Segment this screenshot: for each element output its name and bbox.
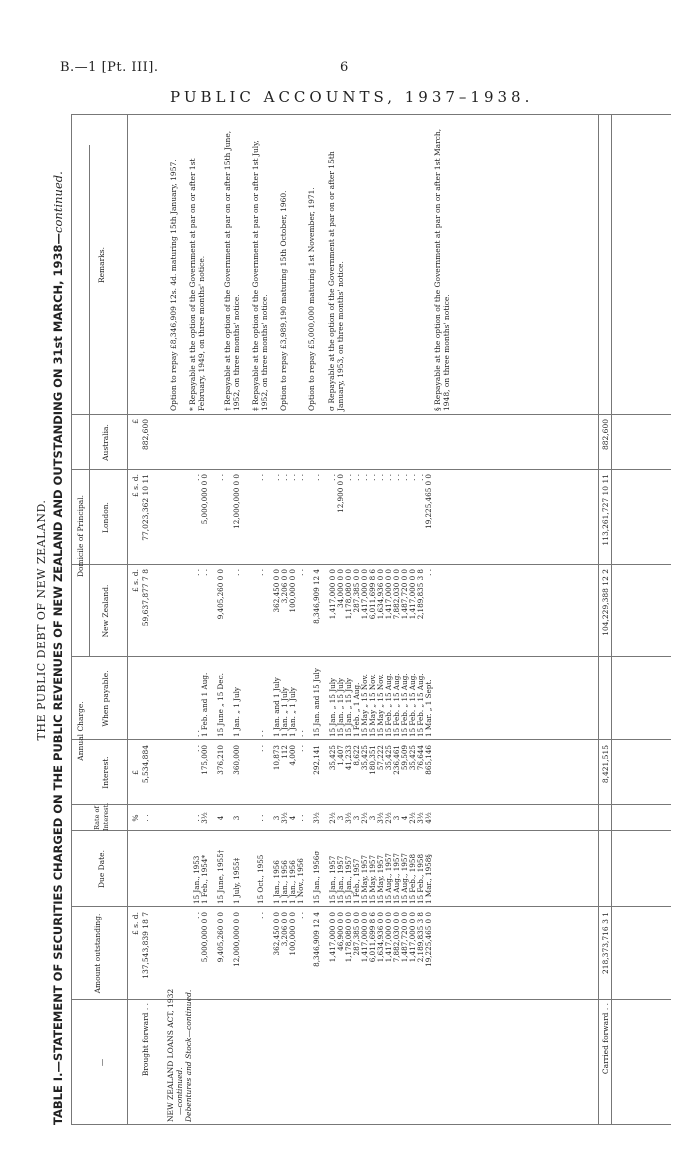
group1-interest-col (193, 745, 321, 803)
table-cell: 7,882,030 0 0 (392, 569, 401, 620)
header-annual: Annual Charge. (76, 701, 85, 761)
table-cell (241, 474, 249, 563)
carried-nz: 104,229,388 12 2 (601, 569, 610, 636)
table-cell: 19,225,465 0 0 (424, 912, 433, 967)
page-number: 6 (340, 60, 349, 75)
table-cell: . . (416, 474, 425, 481)
group2-due-col (329, 832, 433, 904)
table-cell: . . (192, 814, 201, 822)
table-cell: 15 May, 1957 (360, 854, 369, 904)
table-cell: 9,405,260 0 0 (216, 569, 225, 620)
carried-interest: 8,421,515 (601, 745, 610, 784)
table-cell: 287,385 0 0 (352, 912, 361, 956)
table-cell: 19,225,465 0 0 (424, 474, 433, 529)
unit-nz: £ s. d. (131, 569, 140, 592)
table-cell: 15 May „ 15 Nov. (368, 674, 377, 737)
table-cell: 15 Feb. „ 15 Aug. (392, 673, 401, 737)
table-cell: 1,487,720 0 0 (400, 569, 409, 620)
brought-london: 77,023,362 10 11 (141, 474, 150, 541)
rotated-table-block (35, 115, 675, 1125)
table-main-title: THE PUBLIC DEBT OF NEW ZEALAND. (35, 499, 48, 741)
table-cell: 9,405,260 0 0 (216, 912, 225, 963)
table-cell: . . (328, 474, 337, 481)
table-cell: 15 Jan., 1953 (192, 855, 201, 904)
table-cell: 1,178,080 0 0 (344, 912, 353, 963)
table-cell: 8,622 (352, 745, 361, 766)
table-cell: 15 Oct., 1955 (256, 854, 265, 904)
table-cell: 15 Feb. „ 15 Aug. (400, 673, 409, 737)
table-cell: . . (408, 474, 417, 481)
table-cell: 865,146 (424, 745, 433, 775)
table-cell: 3½ (312, 812, 321, 824)
table-cell: 1,634,936 0 0 (376, 912, 385, 963)
carried-forward-label: Carried forward . . (601, 1003, 610, 1075)
table-cell: 12,000,000 0 0 (232, 912, 241, 967)
brought-australia: 882,600 (141, 419, 150, 451)
table-cell: 3½ (280, 812, 289, 824)
table-cell: 35,425 (360, 745, 369, 771)
table-cell: 35,425 (328, 745, 337, 771)
table-cell: 15 Jan. and 15 July (312, 668, 321, 737)
header-rate: Rate of Interest. (93, 802, 110, 831)
remark-3: † Repayable at the option of the Government at par on or after 15th June, 1952, on three months' notice. (223, 130, 241, 411)
table-cell: 59,509 (400, 745, 409, 771)
table-cell: . . (392, 474, 401, 481)
unit-amount: £ s. d. (131, 912, 140, 935)
table-cell: . . (312, 474, 321, 481)
table-cell (241, 805, 249, 831)
table-cell: 15 Jan. „ 15 July (344, 677, 353, 737)
table-cell: . . (280, 474, 289, 481)
table-cell: . . (192, 569, 201, 576)
table-cell: . . (424, 569, 433, 576)
table-cell: 3,206 0 0 (280, 569, 289, 604)
table-cell: 15 Feb. „ 15 Aug. (408, 673, 417, 737)
table-subtitle: TABLE I.—STATEMENT OF SECURITIES CHARGED ON THE PUBLIC REVENUES OF NEW ZEALAND AND OUTSTANDING ON 31st MARCH, 1938—continued. (51, 171, 65, 1125)
table-cell: 1,407 (336, 745, 345, 766)
table-cell: 1,487,720 0 0 (400, 912, 409, 963)
group1-rate-col (193, 805, 321, 831)
table-cell: 15 Aug., 1957 (392, 853, 401, 904)
table-cell: 15 Jan. „ 15 July (328, 677, 337, 737)
table-cell: 1,417,000 0 0 (384, 912, 393, 963)
header-nz: New Zealand. (101, 584, 110, 638)
table-cell: 5,000,000 0 0 (200, 474, 209, 525)
table-cell: 15 Jan., 1957 (336, 855, 345, 904)
table-cell: 362,450 0 0 (272, 912, 281, 956)
table-cell: 100,000 0 0 (288, 912, 297, 956)
table-cell: 1 Jan. „ 1 July (232, 687, 241, 737)
group1-amounts-col (193, 912, 321, 998)
header-london: London. (101, 502, 110, 533)
table-cell: 15 May, 1957 (376, 854, 385, 904)
report-code: B.—1 [Pt. III]. (60, 60, 159, 75)
remark-6: Option to repay £5,000,000 maturing 1st November, 1971. (307, 187, 316, 411)
table-cell: 1 Jan., 1956 (288, 860, 297, 904)
table-cell: 376,210 (216, 745, 225, 775)
table-cell: 34,000 0 0 (336, 569, 345, 608)
table-cell: 1 Nov., 1956 (296, 858, 305, 904)
header-remarks: Remarks. (97, 246, 106, 284)
group2-nz-col (329, 569, 433, 655)
table-cell: . . (296, 730, 305, 737)
table-cell: 12,000,000 0 0 (232, 474, 241, 529)
table-cell: 2½ (360, 812, 369, 824)
remark-7: σ Repayable at the option of the Government at par on or after 15th January, 1953, on three months' notice. (327, 151, 345, 411)
header-domicile: Domicile of Principal. (76, 494, 85, 578)
table-cell: 1 Jan. „ 1 July (280, 687, 289, 737)
table-cell: 1 July, 1955‡ (232, 857, 241, 904)
table-cell: . . (400, 474, 409, 481)
rule-domicile (89, 145, 90, 377)
table-cell (241, 832, 249, 904)
table-cell: 15 June, 1955† (216, 849, 225, 904)
rule-v9 (71, 414, 671, 415)
table-cell: . . (200, 569, 209, 576)
table-cell: 46,900 0 0 (336, 912, 345, 951)
table-cell: 1 Feb., 1954* (200, 854, 209, 904)
unit-interest: £ (131, 770, 140, 775)
brought-rate: . . (141, 814, 150, 822)
rule-v1 (71, 999, 671, 1000)
table-cell: . . (256, 814, 265, 822)
table-cell: 175,000 (200, 745, 209, 775)
table-cell: 100,000 0 0 (288, 569, 297, 613)
remark-4: ‡ Repayable at the option of the Government at par on or after 1st July, 1952, on three months' notice. (251, 140, 269, 411)
table-cell: . . (256, 912, 265, 919)
header-amount: Amount outstanding. (93, 913, 102, 994)
header-interest: Interest. (101, 756, 110, 789)
table-cell: 2,189,835 3 8 (416, 569, 425, 620)
group1-nz-col (193, 569, 321, 655)
table-cell (249, 912, 257, 998)
table-cell: 1 Mar. „ 1 Sept. (424, 679, 433, 737)
unit-australia: £ (131, 419, 140, 424)
table-cell: 3 (232, 815, 241, 821)
group2-london-col (329, 474, 433, 563)
rule-annual (89, 377, 90, 657)
table-cell: . . (192, 745, 201, 752)
group2-amounts-col (329, 912, 433, 998)
rule-header (127, 115, 128, 1125)
table-cell: . . (256, 474, 265, 481)
rule-v7 (71, 564, 671, 565)
unit-london: £ s. d. (131, 474, 140, 497)
brought-nz: 59,637,877 7 8 (141, 569, 150, 627)
debt-table (71, 115, 671, 1125)
table-cell: . . (256, 745, 265, 752)
table-cell (249, 569, 257, 655)
table-cell: 3 (336, 815, 345, 821)
table-cell: . . (296, 912, 305, 919)
table-cell: 3 (352, 815, 361, 821)
table-cell: 76,644 (416, 745, 425, 771)
table-cell: 15 Feb., 1958 (408, 853, 417, 904)
group2-interest-col (329, 745, 433, 803)
table-cell: 180,351 (368, 745, 377, 775)
table-cell (209, 474, 217, 563)
table-cell: 15 May, 1957 (368, 854, 377, 904)
rule-v10 (71, 114, 671, 115)
header-desc: — (97, 1058, 106, 1067)
table-cell: 362,450 0 0 (272, 569, 281, 613)
carried-australia: 882,600 (601, 419, 610, 451)
table-cell: 1,417,000 0 0 (408, 569, 417, 620)
table-cell: 1,634,936 0 0 (376, 569, 385, 620)
table-cell: 1,417,000 0 0 (408, 912, 417, 963)
carried-amount: 218,373,716 3 1 (601, 912, 610, 975)
table-cell: 15 Feb., 1958 (416, 853, 425, 904)
table-cell: . . (256, 569, 265, 576)
brought-forward-label: Brought forward . . (141, 1003, 150, 1077)
table-cell: 1,417,000 0 0 (360, 569, 369, 620)
table-cell: 5,000,000 0 0 (200, 912, 209, 963)
table-cell: 1,178,080 0 0 (344, 569, 353, 620)
rule-bottom (611, 115, 612, 1125)
header-due: Due Date. (97, 850, 106, 888)
section-subheading: Debentures and Stock—continued. (184, 989, 193, 1122)
table-cell: 2½ (384, 812, 393, 824)
table-cell: 12,900 0 0 (336, 474, 345, 513)
table-cell: 6,011,699 8 6 (368, 912, 377, 963)
group2-rate-col (329, 805, 433, 831)
table-cell: 1,417,000 0 0 (384, 569, 393, 620)
remark-8: § Repayable at the option of the Government at par on or after 1st March, 1948, on three months' notice. (433, 128, 451, 411)
table-cell (249, 659, 257, 737)
table-cell: 1 Feb. and 1 Aug. (200, 672, 209, 737)
rule-v5 (71, 739, 671, 740)
table-cell (249, 745, 257, 803)
table-cell: . . (296, 569, 305, 576)
table-cell: . . (296, 474, 305, 481)
table-cell: 3 (392, 815, 401, 821)
rule-v8 (71, 469, 671, 470)
table-cell: 1 Jan. and 1 July (272, 677, 281, 737)
table-cell: 1 Feb. „ 1 Aug. (352, 682, 361, 737)
table-cell (241, 569, 249, 655)
table-cell: . . (384, 474, 393, 481)
table-cell: 15 Aug., 1957 (384, 853, 393, 904)
remark-5: Option to repay £3,989,190 maturing 15th October, 1960. (279, 190, 288, 411)
table-cell: 1,417,000 0 0 (328, 569, 337, 620)
table-cell: 2½ (408, 812, 417, 824)
table-cell: 3½ (416, 812, 425, 824)
table-cell: 3 (272, 815, 281, 821)
table-cell: . . (344, 474, 353, 481)
brought-amount: 137,543,839 18 7 (141, 912, 150, 979)
table-cell: 3½ (376, 812, 385, 824)
table-cell (241, 745, 249, 803)
table-cell: 1,417,000 0 0 (328, 912, 337, 963)
table-cell: 15 Jan. „ 15 July (336, 677, 345, 737)
table-cell: . . (296, 745, 305, 752)
table-cell (265, 474, 273, 563)
table-cell: . . (368, 474, 377, 481)
header-when: When payable. (101, 670, 110, 727)
table-cell: 15 Aug., 1957 (400, 853, 409, 904)
table-cell: 15 May „ 15 Nov. (360, 674, 369, 737)
table-cell: 15 Feb. „ 15 Aug. (384, 673, 393, 737)
table-cell: 112 (280, 745, 289, 759)
table-cell: 15 June „ 15 Dec. (216, 673, 225, 737)
group1-when-col (193, 659, 321, 737)
rule-total (598, 115, 599, 1125)
rule-v6 (71, 656, 671, 657)
table-cell: 4,000 (288, 745, 297, 766)
table-cell: 1 Mar., 1958§ (424, 854, 433, 904)
table-cell: 1 Feb., 1957 (352, 858, 361, 904)
remark-1: Option to repay £8,346,909 12s. 4d. maturing 15th January, 1957. (169, 159, 178, 411)
table-cell: 1 Jan., 1956 (280, 860, 289, 904)
table-cell: . . (352, 474, 361, 481)
table-cell: 287,385 0 0 (352, 569, 361, 613)
table-cell: 1,417,000 0 0 (360, 912, 369, 963)
table-cell (225, 569, 233, 655)
rule-v2 (71, 906, 671, 907)
rule-v0 (71, 1124, 671, 1125)
table-cell: 4 (400, 815, 409, 821)
rule-top (71, 115, 72, 1125)
table-cell: 8,346,909 12 4 (312, 912, 321, 967)
table-cell: 35,425 (408, 745, 417, 771)
table-cell: 3,206 0 0 (280, 912, 289, 947)
table-cell: 360,000 (232, 745, 241, 775)
remark-2: * Repayable at the option of the Government at par on or after 1st February, 1949, on three months' notice. (188, 158, 206, 411)
table-cell: . . (192, 730, 201, 737)
table-cell: 2,189,835 3 8 (416, 912, 425, 963)
table-cell: . . (272, 474, 281, 481)
table-cell: 2½ (328, 812, 337, 824)
page-title: PUBLIC ACCOUNTS, 1937–1938. (170, 88, 534, 106)
table-cell (249, 474, 257, 563)
table-cell: 4 (288, 815, 297, 821)
table-cell: . . (360, 474, 369, 481)
table-cell: 4½ (424, 812, 433, 824)
table-cell: . . (192, 474, 201, 481)
carried-london: 113,261,727 10 11 (601, 474, 610, 546)
table-cell: 1 Jan. „ 1 July (288, 687, 297, 737)
table-cell: 10,873 (272, 745, 281, 771)
table-cell: 15 Feb. „ 15 Aug. (416, 673, 425, 737)
table-cell: . . (376, 474, 385, 481)
table-cell: 1 Jan., 1956 (272, 860, 281, 904)
table-cell: 7,882,030 0 0 (392, 912, 401, 963)
table-cell: 15 Jan., 1956σ (312, 850, 321, 904)
table-cell: 292,141 (312, 745, 321, 775)
table-cell: . . (192, 912, 201, 919)
table-cell: 6,011,699 8 6 (368, 569, 377, 620)
table-cell (241, 912, 249, 998)
table-cell: . . (232, 569, 241, 576)
table-cell: . . (288, 474, 297, 481)
group1-due-col (193, 832, 321, 904)
table-cell: . . (256, 730, 265, 737)
table-cell: 15 Jan., 1957 (344, 855, 353, 904)
table-cell (305, 474, 313, 563)
section-continued: —continued. (175, 1067, 184, 1115)
table-cell: 8,346,909 12 4 (312, 569, 321, 624)
table-cell: 41,233 (344, 745, 353, 771)
table-cell: 15 Jan., 1957 (328, 855, 337, 904)
section-label: NEW ZEALAND LOANS ACT, 1932 (166, 988, 175, 1122)
table-cell: 15 May „ 15 Nov. (376, 674, 385, 737)
table-cell: . . (296, 814, 305, 822)
table-cell: 236,461 (392, 745, 401, 775)
table-cell: 4 (216, 815, 225, 821)
table-cell: 3½ (200, 812, 209, 824)
unit-rate: % (131, 814, 140, 822)
table-cell: . . (216, 474, 225, 481)
table-cell: 3½ (344, 812, 353, 824)
group2-when-col (329, 659, 433, 737)
table-cell: 3 (368, 815, 377, 821)
table-cell (241, 659, 249, 737)
brought-interest: 5,534,884 (141, 745, 150, 784)
table-cell: 57,222 (376, 745, 385, 771)
table-cell: 35,425 (384, 745, 393, 771)
group1-london-col (193, 474, 321, 563)
header-australia: Australia. (101, 424, 110, 461)
